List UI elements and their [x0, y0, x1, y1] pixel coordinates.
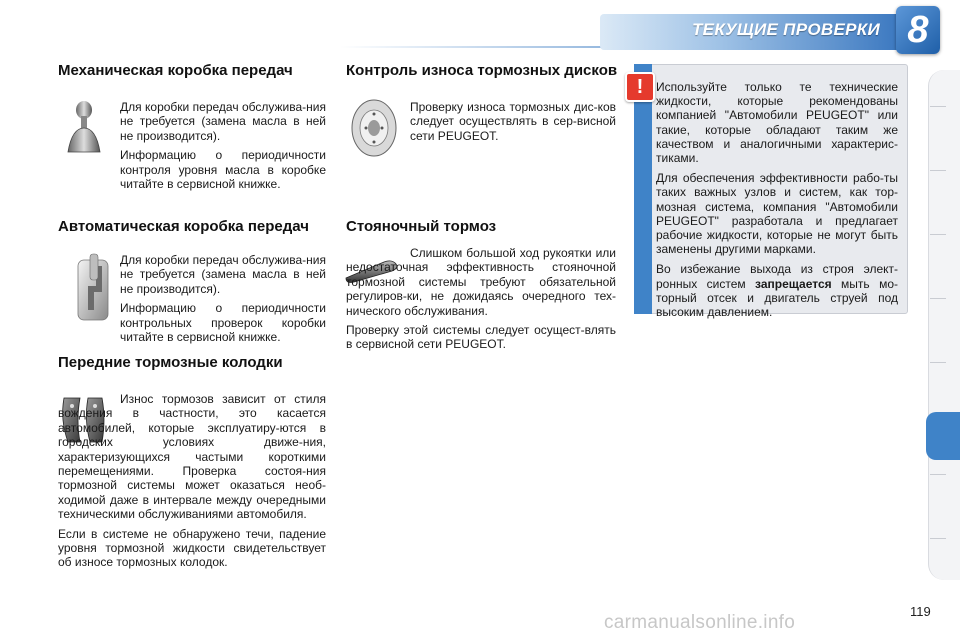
- section-heading-brake-pads: Передние тормозные колодки: [58, 354, 283, 371]
- section-heading-brake-discs: Контроль износа тормозных дисков: [346, 62, 618, 79]
- warning-text: [656, 80, 898, 325]
- warning-paragraph-3: [656, 262, 898, 319]
- automatic-gear-selector-icon: [74, 252, 118, 324]
- warning-exclamation-icon: !: [625, 72, 655, 102]
- chapter-tab-divider: [930, 170, 946, 171]
- brake-disc-icon: [346, 96, 402, 160]
- manual-gear-lever-icon: [58, 100, 108, 156]
- manual-gearbox-paragraph-1: Для коробки передач обслужива-ния не требуется (замена масла в ней не производится).: [120, 100, 326, 143]
- chapter-tab-rail: [928, 70, 960, 580]
- warning-paragraph-3-end: мыть мо-торный отсек и двигатель струей под высоким давлением.: [656, 276, 898, 320]
- brake-pads-text: [58, 392, 326, 575]
- parking-brake-text: [346, 246, 616, 357]
- brake-pads-paragraph-1: Износ тормозов зависит от стиля вождения в частности, это касается автомобилей, которые эксплуатиру-ются в городских условиях движе-ния, характеризующихся частыми короткими перемещениями. Проверка состоя-ния тормозной системы может оказаться необ-ходимой даже в интервале между очередными техническими обслуживаниями автомобиля.: [58, 392, 326, 522]
- chapter-tab-divider: [930, 234, 946, 235]
- chapter-tab-divider: [930, 298, 946, 299]
- manual-gearbox-text: [120, 100, 326, 196]
- page-title: ТЕКУЩИЕ ПРОВЕРКИ: [692, 20, 881, 39]
- page-number: 119: [910, 604, 931, 619]
- brake-pads-paragraph-2: Если в системе не обнаружено течи, падение уровня тормозной жидкости свидетельствует об износе тормозных колодок.: [58, 526, 326, 570]
- section-heading-manual-gearbox: Механическая коробка передач: [58, 62, 293, 79]
- automatic-gearbox-paragraph-2: Информацию о периодичности контрольных проверок коробки читайте в сервисной книжке.: [120, 301, 326, 345]
- warning-paragraph-2: Для обеспечения эффективности рабо-ты таких важных узлов и систем, как тор-мозная система, компания "Автомобили PEUGEOT" разработала и предлагает рабочие жидкости, которые не могут быть заменены другими марками.: [656, 171, 898, 257]
- brake-discs-paragraph-1: Проверку износа тормозных дис-ков следует осуществлять в сер-висной сети PEUGEOT.: [410, 100, 616, 143]
- chapter-tab-divider: [930, 362, 946, 363]
- warning-paragraph-1: Используйте только те технические жидкости, которые рекомендованы компанией "Автомобили PEUGEOT" или такие, которые обладают таким же качеством и аналогичными характерис-тиками.: [656, 80, 898, 166]
- parking-brake-paragraph-2: Проверку этой системы следует осущест-влять в сервисной сети PEUGEOT.: [346, 323, 616, 352]
- section-heading-parking-brake: Стояночный тормоз: [346, 218, 497, 235]
- automatic-gearbox-text: [120, 253, 326, 349]
- warning-emphasis: запрещается: [755, 276, 832, 291]
- chapter-badge: 8: [896, 6, 940, 54]
- parking-brake-paragraph-1: Слишком большой ход рукоятки или недостаточная эффективность стояночной тормозной системы требуют обязательной регулиров-ки, не дожидаясь очередного тех-нического обслуживания.: [346, 246, 616, 318]
- chapter-tab-divider: [930, 538, 946, 539]
- chapter-tab-divider: [930, 474, 946, 475]
- manual-gearbox-paragraph-2: Информацию о периодичности контроля уровня масла в коробке читайте в сервисной книжке.: [120, 148, 326, 192]
- watermark: carmanualsonline.info: [604, 612, 796, 633]
- brake-discs-text: [410, 100, 616, 148]
- warning-paragraph-3-start: Во избежание выхода из строя элект-ронных систем: [656, 262, 898, 291]
- chapter-tab-active[interactable]: [926, 412, 960, 460]
- section-heading-automatic-gearbox: Автоматическая коробка передач: [58, 218, 309, 235]
- automatic-gearbox-paragraph-1: Для коробки передач обслужива-ния не требуется (замена масла в ней не производится).: [120, 253, 326, 296]
- chapter-tab-divider: [930, 106, 946, 107]
